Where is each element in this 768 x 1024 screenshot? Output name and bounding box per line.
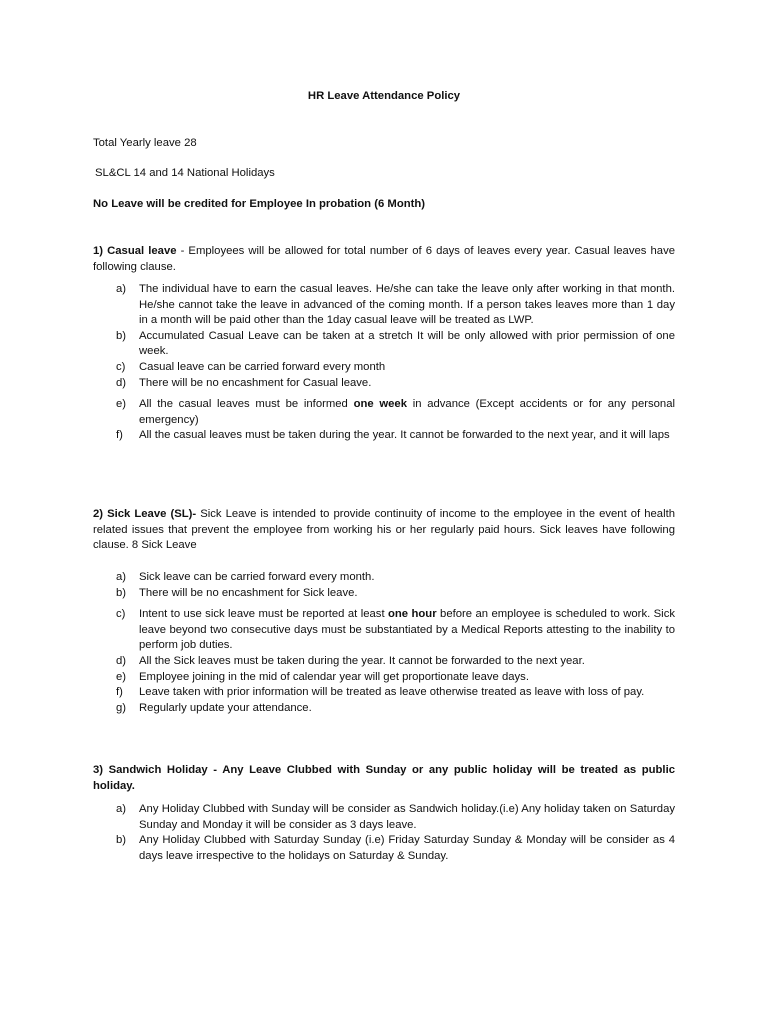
list-item (93, 833, 675, 864)
casual-leave-description: - Employees will be allowed for total number of 6 days of leaves every year. Casual leaves have following clause. (93, 245, 675, 273)
list-item-emphasis: one week (353, 398, 407, 411)
list-marker: c) (116, 608, 126, 621)
list-marker: e) (116, 398, 127, 411)
sick-leave-heading: 2) Sick Leave (SL)- (93, 508, 197, 520)
list-item-text: Sick leave can be carried forward every month. (139, 571, 375, 583)
list-item (93, 329, 675, 360)
list-item (93, 397, 675, 428)
list-item (93, 570, 675, 586)
list-item-text: The individual have to earn the casual leaves. He/she can take the leave only after working in that month. He/she cannot take the leave in advanced of the coming month. If a person takes leaves more than 1 day in a month will be paid other than the 1day casual leave will be treated as LWP. (139, 283, 675, 327)
list-item-text-pre: Intent to use sick leave must be reported at least (139, 608, 388, 621)
list-item (93, 654, 675, 670)
list-item (93, 701, 675, 717)
list-marker: b) (116, 586, 127, 599)
sick-leave-list (93, 570, 675, 716)
list-item (93, 685, 675, 701)
list-item-text: There will be no encashment for Casual leave. (139, 376, 372, 389)
list-item-text: Any Holiday Clubbed with Sunday will be consider as Sandwich holiday.(i.e) Any holiday taken on Saturday Sunday and Monday it will be consider as 3 days leave. (139, 803, 675, 831)
list-item-text: Regularly update your attendance. (139, 701, 312, 714)
list-item-emphasis: one hour (388, 608, 437, 621)
list-item-text-pre: All the casual leaves must be informed (139, 398, 354, 411)
list-item (93, 586, 675, 602)
list-item-text: Employee joining in the mid of calendar year will get proportionate leave days. (139, 670, 529, 683)
list-marker: d) (116, 654, 127, 667)
list-item-text-post: before an employee is scheduled to work. Sick leave beyond two consecutive days must be substantiated by a Medical Reports attesting to the inability to perform job duties. (139, 608, 675, 652)
sandwich-holiday-heading: 3) Sandwich Holiday - Any Leave Clubbed with Sunday or any public holiday will be treated as public holiday. (93, 764, 675, 792)
list-item (93, 360, 675, 376)
list-marker: g) (116, 701, 127, 714)
list-item-text: Casual leave can be carried forward every month (139, 360, 386, 373)
list-marker: a) (116, 803, 127, 815)
sick-leave-description: Sick Leave is intended to provide continuity of income to the employee in the event of health related issues that prevent the employee from working his or her regularly paid hours. Sick leaves have following clause. 8 Sick Leave (93, 508, 675, 552)
casual-leave-heading: 1) Casual leave (93, 245, 177, 257)
sl-cl-holidays: SL&CL 14 and 14 National Holidays (95, 167, 275, 179)
list-item (93, 802, 675, 833)
list-item-text: There will be no encashment for Sick leave. (139, 586, 358, 599)
sick-leave-intro (93, 507, 675, 554)
list-item (93, 607, 675, 654)
list-marker: a) (116, 571, 127, 583)
sandwich-holiday-list (93, 802, 675, 864)
list-item-text: Leave taken with prior information will be treated as leave otherwise treated as leave with loss of pay. (139, 686, 645, 699)
list-item (93, 670, 675, 686)
total-yearly-leave: Total Yearly leave 28 (93, 137, 197, 149)
list-marker: f) (116, 686, 123, 699)
casual-leave-intro (93, 244, 675, 275)
document-title: HR Leave Attendance Policy (307, 90, 461, 102)
list-marker: f) (116, 429, 123, 442)
list-item (93, 428, 675, 444)
list-marker: c) (116, 360, 126, 373)
list-item-text: All the casual leaves must be taken during the year. It cannot be forwarded to the next year, and it will laps (139, 429, 670, 442)
list-item-text: Any Holiday Clubbed with Saturday Sunday (i.e) Friday Saturday Sunday & Monday will be consider as 4 days leave irrespective to the holidays on Saturday & Sunday. (139, 834, 675, 862)
list-marker: b) (116, 834, 127, 847)
list-item-text-post: in advance (Except accidents or for any personal emergency) (139, 398, 675, 426)
list-item (93, 376, 675, 392)
list-marker: a) (116, 283, 127, 295)
casual-leave-list (93, 282, 675, 444)
list-marker: b) (116, 329, 127, 342)
probation-notice: No Leave will be credited for Employee In probation (6 Month) (93, 198, 426, 210)
list-item (93, 282, 675, 329)
list-marker: d) (116, 376, 127, 389)
list-item-text: All the Sick leaves must be taken during the year. It cannot be forwarded to the next year. (139, 654, 585, 667)
list-marker: e) (116, 670, 127, 683)
list-item-text: Accumulated Casual Leave can be taken at a stretch It will be only allowed with prior permission of one week. (139, 329, 675, 358)
